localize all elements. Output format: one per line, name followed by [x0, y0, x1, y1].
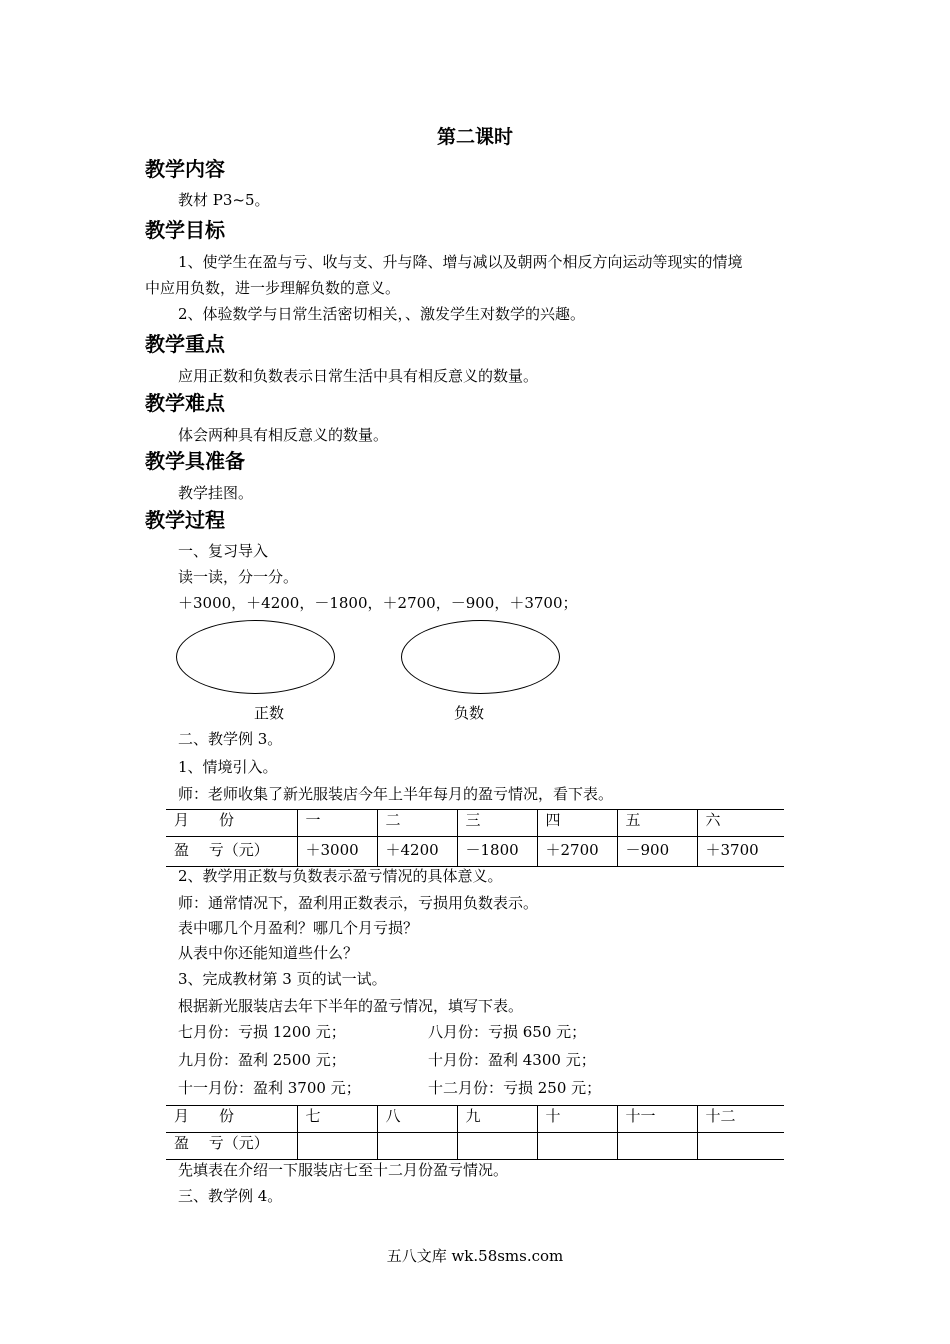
heading-tools: 教学具准备	[145, 449, 245, 473]
profit-table-first-half	[166, 809, 784, 867]
table-row	[166, 837, 784, 867]
month-cell: 五	[617, 810, 697, 837]
review-task: 读一读，分一分。	[178, 568, 299, 586]
negative-ellipse	[401, 620, 560, 694]
blank-value-cell[interactable]	[377, 1133, 457, 1160]
after-table-text: 先填表在介绍一下服装店七至十二月份盈亏情况。	[178, 1161, 509, 1179]
tools-text: 教学挂图。	[178, 484, 254, 502]
table-row	[166, 1133, 784, 1160]
goal-1-line2: 中应用负数，进一步理解负数的意义。	[145, 279, 401, 297]
teacher-line-1: 师：老师收集了新光服装店今年上半年每月的盈亏情况，看下表。	[178, 785, 614, 803]
key-text: 应用正数和负数表示日常生活中具有相反意义的数量。	[178, 367, 539, 385]
month-cell: 八	[377, 1106, 457, 1133]
value-cell: ＋4200	[377, 837, 457, 867]
month-cell: 十	[537, 1106, 617, 1133]
blank-value-cell[interactable]	[617, 1133, 697, 1160]
negative-label: 负数	[454, 704, 485, 722]
july-record: 七月份：亏损 1200 元；	[178, 1023, 346, 1041]
value-cell: ＋3000	[297, 837, 377, 867]
content-text: 教材 P3~5。	[178, 191, 270, 209]
month-cell: 十一	[617, 1106, 697, 1133]
month-cell: 二	[377, 810, 457, 837]
month-header: 月 份	[166, 1106, 297, 1133]
month-cell: 三	[457, 810, 537, 837]
heading-key: 教学重点	[145, 332, 225, 356]
positive-label: 正数	[254, 704, 285, 722]
month-cell: 一	[297, 810, 377, 837]
intro-step: 1、情境引入。	[178, 758, 278, 776]
november-record: 十一月份：盈利 3700 元；	[178, 1079, 361, 1097]
september-record: 九月份：盈利 2500 元；	[178, 1051, 346, 1069]
profit-header: 盈 亏（元）	[166, 837, 297, 867]
heading-content: 教学内容	[145, 157, 225, 181]
value-cell: －900	[617, 837, 697, 867]
number-list: ＋3000，＋4200，－1800，＋2700，－900，＋3700；	[178, 594, 578, 612]
table-row	[166, 810, 784, 837]
month-cell: 四	[537, 810, 617, 837]
goal-2: 2、体验数学与日常生活密切相关，、激发学生对数学的兴趣。	[178, 305, 586, 323]
month-cell: 十二	[697, 1106, 784, 1133]
difficulty-text: 体会两种具有相反意义的数量。	[178, 426, 389, 444]
heading-difficulty: 教学难点	[145, 391, 225, 415]
month-header: 月 份	[166, 810, 297, 837]
question-1: 表中哪几个月盈利？哪几个月亏损？	[178, 919, 419, 937]
profit-header: 盈 亏（元）	[166, 1133, 297, 1160]
footer-watermark: 五八文库 wk.58sms.com	[386, 1247, 564, 1265]
october-record: 十月份：盈利 4300 元；	[428, 1051, 596, 1069]
question-2: 从表中你还能知道些什么？	[178, 944, 359, 962]
step-3: 3、完成教材第 3 页的试一试。	[178, 970, 387, 988]
positive-ellipse	[176, 620, 335, 694]
example-3-title: 二、教学例 3。	[178, 730, 283, 748]
month-cell: 六	[697, 810, 784, 837]
step-2: 2、教学用正数与负数表示盈亏情况的具体意义。	[178, 867, 503, 885]
table-row	[166, 1106, 784, 1133]
august-record: 八月份：亏损 650 元；	[428, 1023, 587, 1041]
page-title: 第二课时	[436, 126, 513, 148]
blank-value-cell[interactable]	[537, 1133, 617, 1160]
fill-task: 根据新光服装店去年下半年的盈亏情况，填写下表。	[178, 997, 524, 1015]
teacher-line-2: 师：通常情况下，盈利用正数表示，亏损用负数表示。	[178, 894, 539, 912]
value-cell: ＋3700	[697, 837, 784, 867]
blank-value-cell[interactable]	[457, 1133, 537, 1160]
month-cell: 九	[457, 1106, 537, 1133]
value-cell: －1800	[457, 837, 537, 867]
value-cell: ＋2700	[537, 837, 617, 867]
heading-goals: 教学目标	[145, 218, 225, 242]
blank-value-cell[interactable]	[297, 1133, 377, 1160]
month-cell: 七	[297, 1106, 377, 1133]
review-title: 一、复习导入	[178, 542, 269, 560]
example-4-title: 三、教学例 4。	[178, 1187, 283, 1205]
december-record: 十二月份：亏损 250 元；	[428, 1079, 602, 1097]
goal-1-line1: 1、使学生在盈与亏、收与支、升与降、增与减以及朝两个相反方向运动等现实的情境	[178, 253, 743, 271]
blank-value-cell[interactable]	[697, 1133, 784, 1160]
heading-process: 教学过程	[145, 508, 225, 532]
profit-table-second-half	[166, 1105, 784, 1160]
